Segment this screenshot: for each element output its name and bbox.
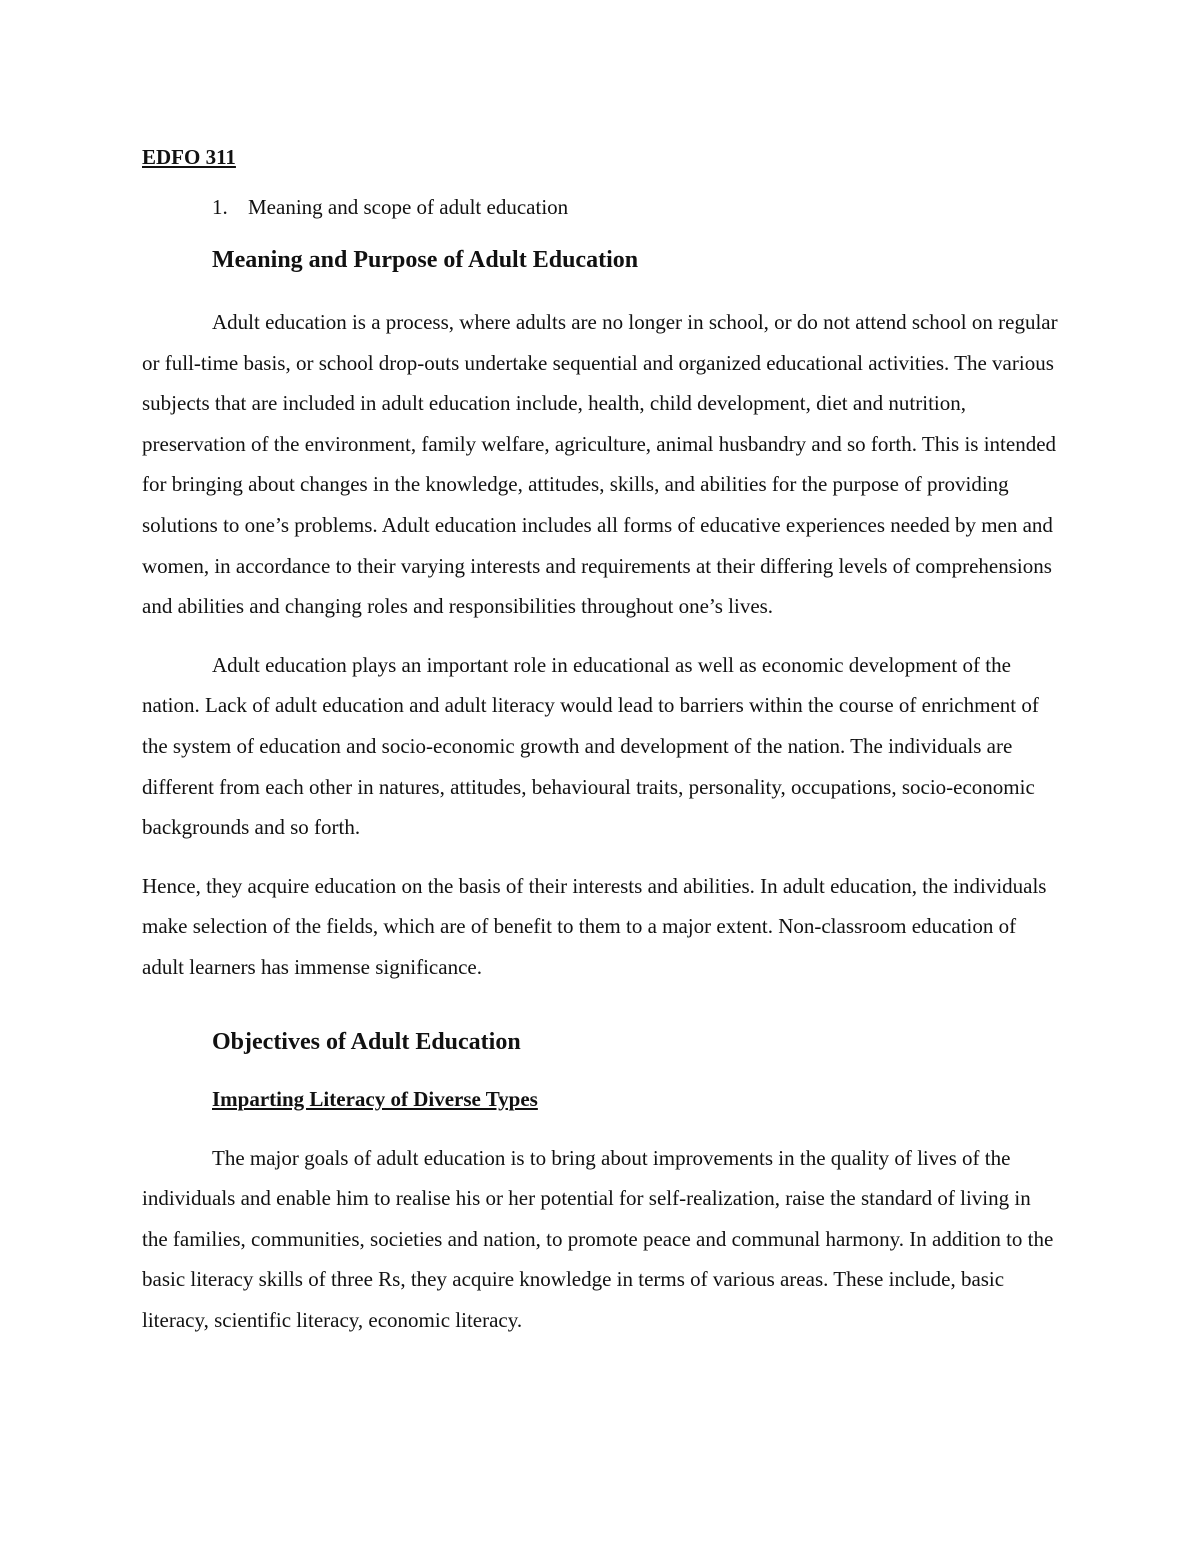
list-item-text: Meaning and scope of adult education [248,195,569,219]
paragraph-goals: The major goals of adult education is to bring about improvements in the quality of lives of the individuals and enable him to realise his or her potential for self-realization, raise the standard of living in the families, communities, societies and nation, to promote peace and communal harmony. In addition to the basic literacy skills of three Rs, they acquire knowledge in terms of various areas. These include, basic literacy, scientific literacy, economic literacy. [142,1145,1054,1332]
paragraph-importance: Adult education plays an important role in educational as well as economic development of the nation. Lack of adult education and adult literacy would lead to barriers within the course of enrichment of the system of education and socio-economic growth and development of the nation. The individuals are different from each other in natures, attitudes, behavioural traits, personality, occupations, socio-economic backgrounds and so forth. [142,652,1039,840]
section-heading-meaning-purpose: Meaning and Purpose of Adult Education [212,247,639,273]
subheading-imparting-literacy: Imparting Literacy of Diverse Types [212,1086,538,1111]
document-body [142,140,1060,1340]
list-item [142,190,1060,224]
section-heading-objectives: Objectives of Adult Education [212,1028,521,1055]
list-item-number: 1. [212,195,228,219]
paragraph-definition: Adult education is a process, where adults are no longer in school, or do not attend school on regular or full-time basis, or school drop-outs undertake sequential and organized educational activities. The various subjects that are included in adult education include, health, child development, diet and nutrition, preservation of the environment, family welfare, agriculture, animal husbandry and so forth. This is intended for bringing about changes in the knowledge, attitudes, skills, and abilities for the purpose of providing solutions to one’s problems. Adult education includes all forms of educative experiences needed by men and women, in accordance to their varying interests and requirements at their differing levels of comprehensions and abilities and changing roles and responsibilities throughout one’s lives. [142,310,1058,619]
course-code: EDFO 311 [142,145,236,169]
paragraph-interests: Hence, they acquire education on the basis of their interests and abilities. In adult education, the individuals make selection of the fields, which are of benefit to them to a major extent. Non-classroom education of adult learners has immense significance. [142,873,1047,979]
